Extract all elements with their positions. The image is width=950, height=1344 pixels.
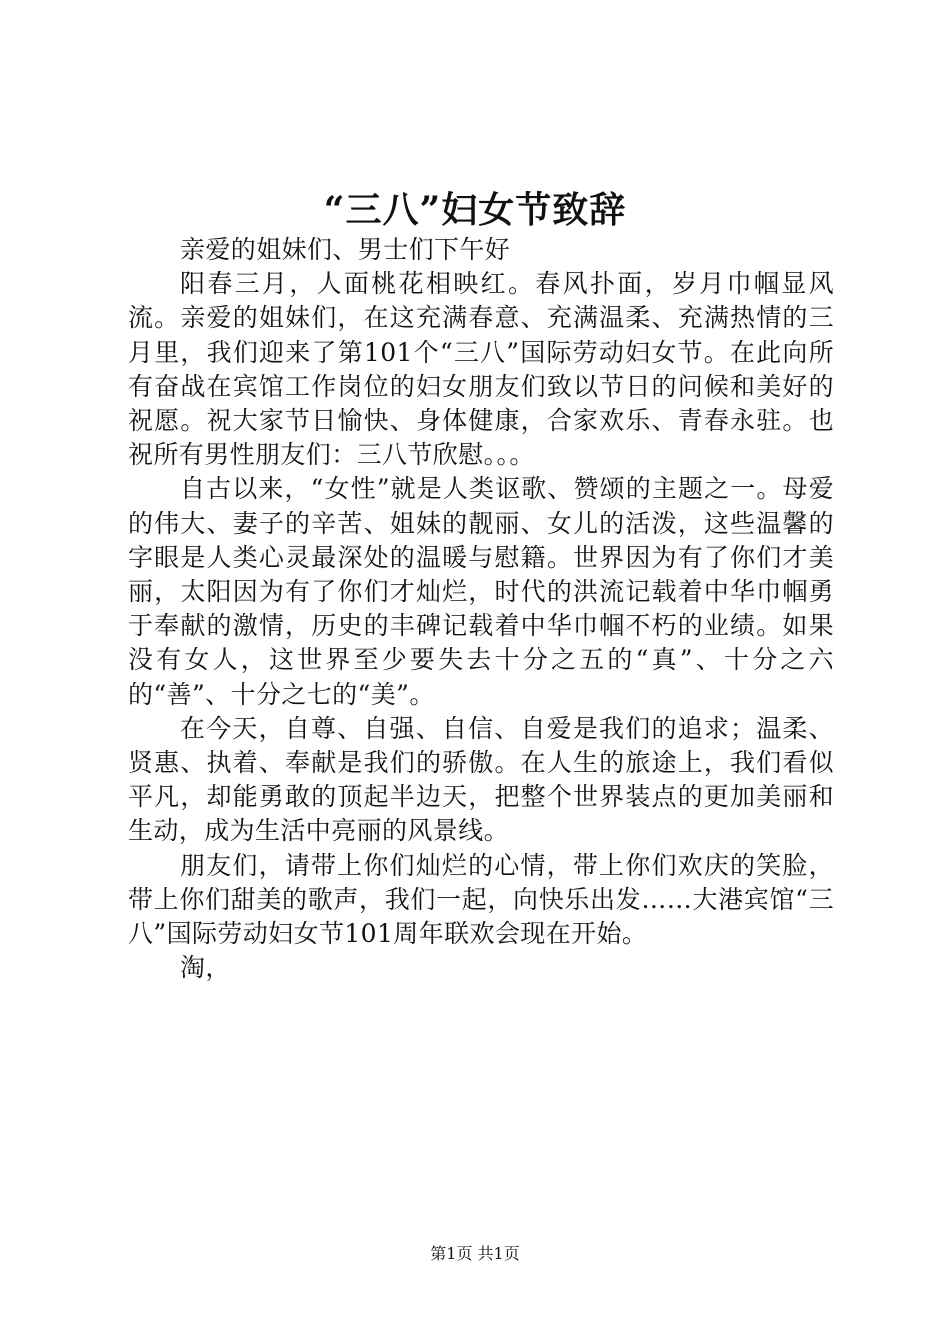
page-number-footer: 第1页 共1页 <box>430 1244 520 1263</box>
body-paragraph-2: 自古以来，“女性”就是人类讴歌、赞颂的主题之一。母爱的伟大、妻子的辛苦、姐妹的靓丽、女儿的活泼，这些温馨的字眼是人类心灵最深处的温暖与慰籍。世界因为有了你们才美丽，太阳因为有了你们才灿烂，时代的洪流记载着中华巾帼勇于奉献的激情，历史的丰碑记载着中华巾帼不朽的业绩。如果没有女人，这世界至少要失去十分之五的“真”、十分之六的“善”、十分之七的“美”。 <box>128 474 834 709</box>
document-body <box>128 233 834 985</box>
body-paragraph-5: 淘， <box>180 953 231 983</box>
greeting-paragraph: 亲爱的姐妹们、男士们下午好 <box>180 235 511 264</box>
body-paragraph-3: 在今天，自尊、自强、自信、自爱是我们的追求；温柔、贤惠、执着、奉献是我们的骄傲。在人生的旅途上，我们看似平凡，却能勇敢的顶起半边天，把整个世界装点的更加美丽和生动，成为生活中亮丽的风景线。 <box>128 713 834 846</box>
body-paragraph-4: 朋友们，请带上你们灿烂的心情，带上你们欢庆的笑脸，带上你们甜美的歌声，我们一起，向快乐出发……大港宾馆“三八”国际劳动妇女节101周年联欢会现在开始。 <box>128 850 834 949</box>
body-paragraph-1: 阳春三月，人面桃花相映红。春风扑面，岁月巾帼显风流。亲爱的姐妹们，在这充满春意、充满温柔、充满热情的三月里，我们迎来了第101个“三八”国际劳动妇女节。在此向所有奋战在宾馆工作岗位的妇女朋友们致以节日的问候和美好的祝愿。祝大家节日愉快、身体健康，合家欢乐、青春永驻。也祝所有男性朋友们：三八节欣慰。。。 <box>128 269 834 470</box>
document-title: “三八”妇女节致辞 <box>323 189 627 231</box>
